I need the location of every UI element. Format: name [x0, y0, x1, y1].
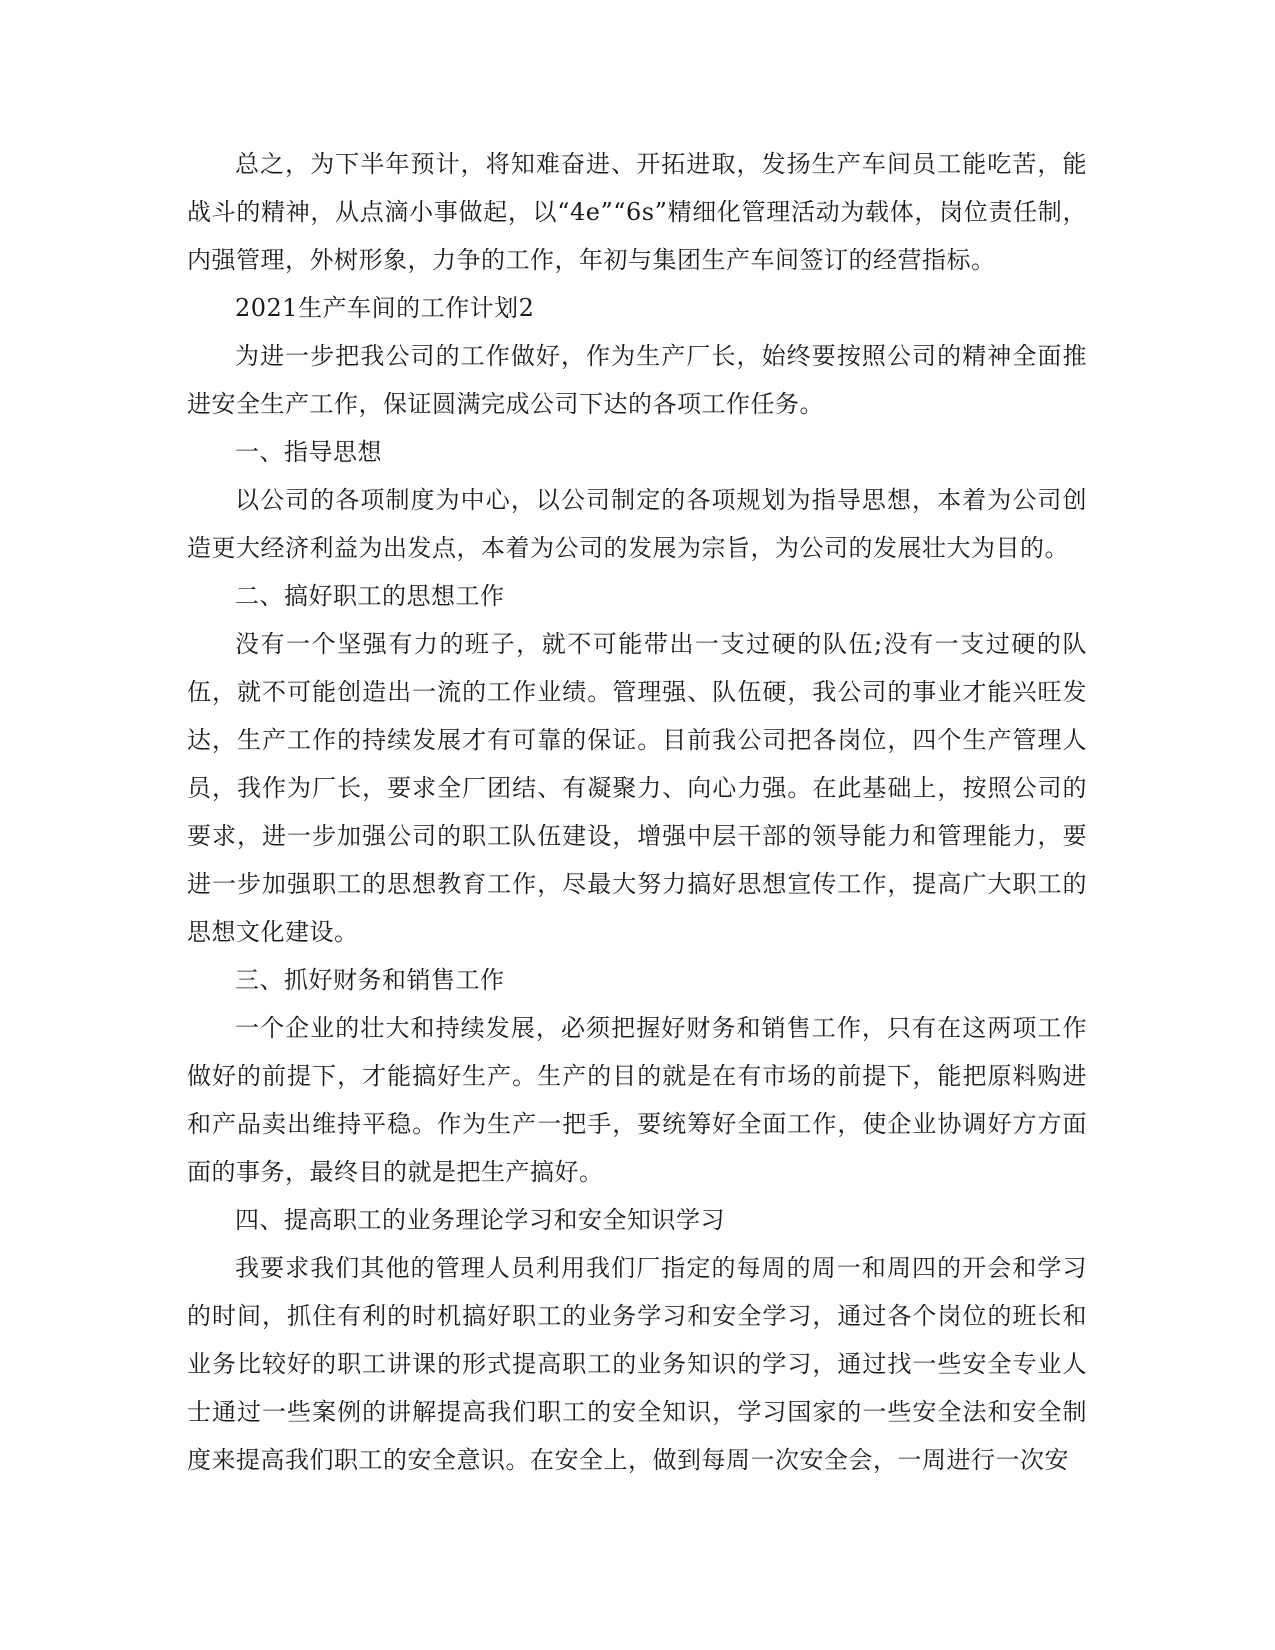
paragraph-guiding-thought: 以公司的各项制度为中心，以公司制定的各项规划为指导思想，本着为公司创造更大经济利益为出发点，本着为公司的发展为宗旨，为公司的发展壮大为目的。 [187, 486, 1087, 562]
paragraph-intro: 为进一步把我公司的工作做好，作为生产厂长，始终要按照公司的精神全面推进安全生产工作，保证圆满完成公司下达的各项工作任务。 [187, 342, 1087, 418]
heading-guiding-thought: 一、指导思想 [235, 438, 382, 466]
section-title-plan-2: 2021生产车间的工作计划2 [235, 294, 535, 322]
heading-finance-sales: 三、抓好财务和销售工作 [235, 966, 505, 994]
paragraph-finance-sales: 一个企业的壮大和持续发展，必须把握好财务和销售工作，只有在这两项工作做好的前提下，才能搞好生产。生产的目的就是在有市场的前提下，能把原料购进和产品卖出维持平稳。作为生产一把手，要统筹好全面工作，使企业协调好方方面面的事务，最终目的就是把生产搞好。 [187, 1014, 1087, 1186]
heading-staff-thought-work: 二、搞好职工的思想工作 [235, 582, 505, 610]
paragraph-summary: 总之，为下半年预计，将知难奋进、开拓进取，发扬生产车间员工能吃苦，能战斗的精神，从点滴小事做起，以“4e”“6s”精细化管理活动为载体，岗位责任制，内强管理，外树形象，力争的工作，年初与集团生产车间签订的经营指标。 [187, 150, 1087, 274]
paragraph-training-safety: 我要求我们其他的管理人员利用我们厂指定的每周的周一和周四的开会和学习的时间，抓住有利的时机搞好职工的业务学习和安全学习，通过各个岗位的班长和业务比较好的职工讲课的形式提高职工的业务知识的学习，通过找一些安全专业人士通过一些案例的讲解提高我们职工的安全知识，学习国家的一些安全法和安全制度来提高我们职工的安全意识。在安全上，做到每周一次安全会，一周进行一次安 [187, 1254, 1087, 1474]
paragraph-staff-thought-work: 没有一个坚强有力的班子，就不可能带出一支过硬的队伍;没有一支过硬的队伍，就不可能创造出一流的工作业绩。管理强、队伍硬，我公司的事业才能兴旺发达，生产工作的持续发展才有可靠的保证。目前我公司把各岗位，四个生产管理人员，我作为厂长，要求全厂团结、有凝聚力、向心力强。在此基础上，按照公司的要求，进一步加强公司的职工队伍建设，增强中层干部的领导能力和管理能力，要进一步加强职工的思想教育工作，尽最大努力搞好思想宣传工作，提高广大职工的思想文化建设。 [187, 630, 1087, 946]
document-body [187, 140, 1087, 1484]
heading-training-safety: 四、提高职工的业务理论学习和安全知识学习 [235, 1206, 725, 1234]
